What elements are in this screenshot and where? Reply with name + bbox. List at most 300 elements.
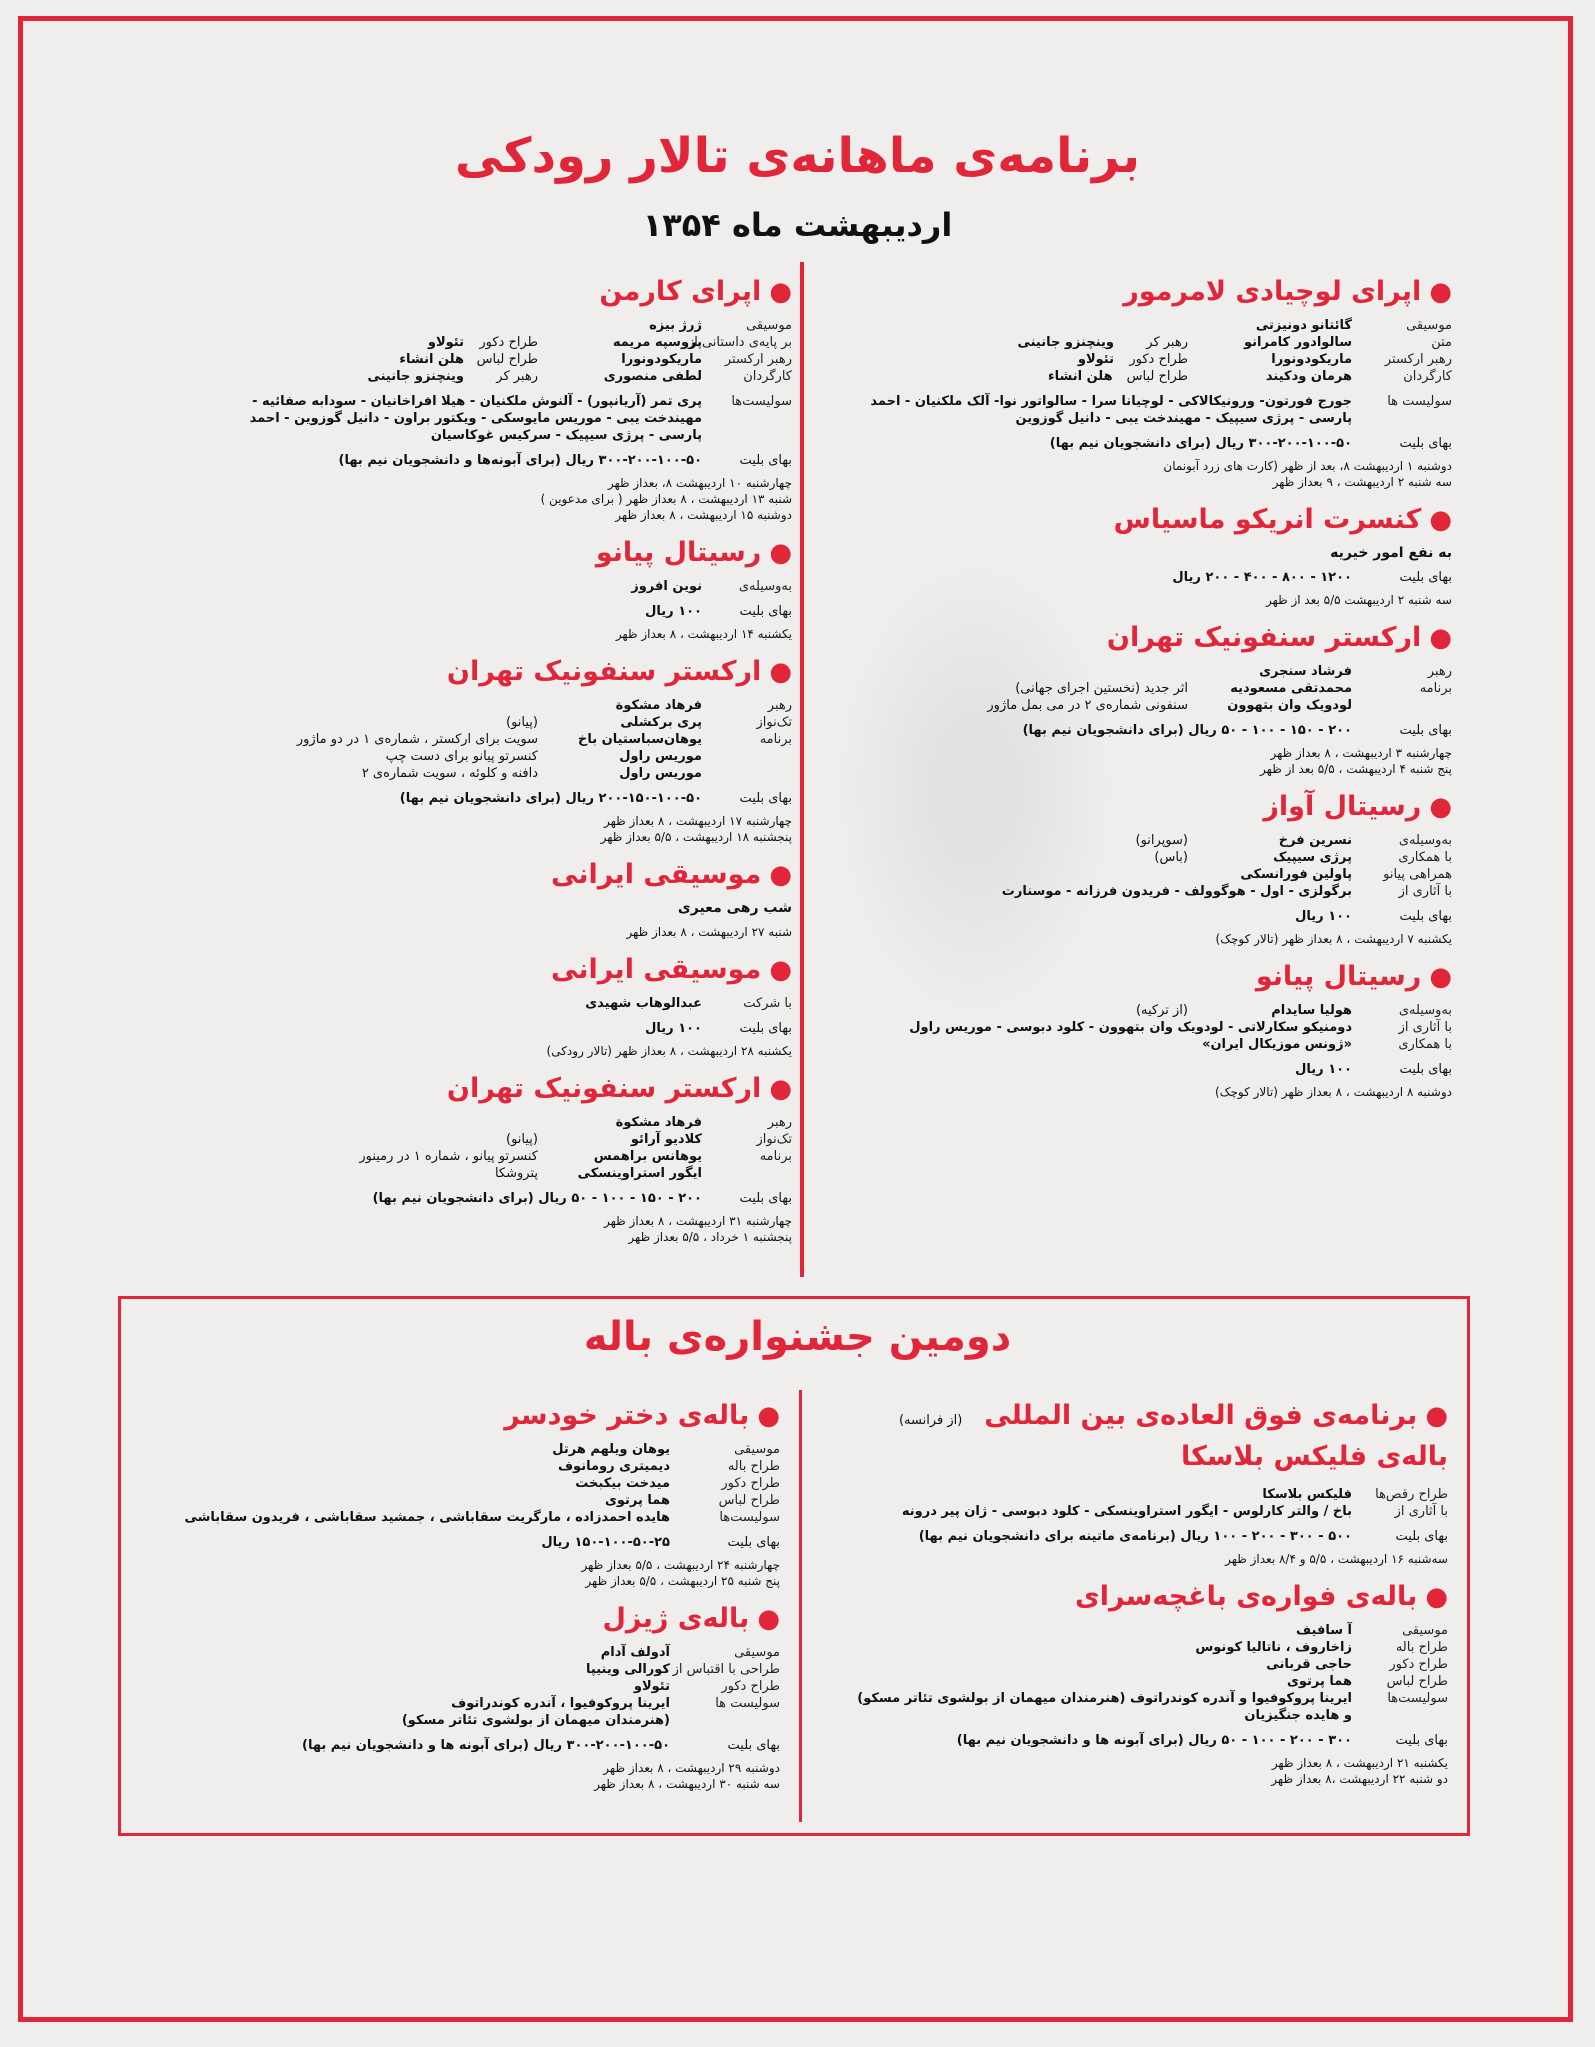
- soloists-label: سولیست‌ها: [731, 394, 792, 409]
- ticket-price-row: [812, 569, 1452, 586]
- program-section: [440, 954, 792, 1059]
- section-title: [812, 622, 1452, 653]
- ticket-price-label: بهای بلیت: [1399, 436, 1452, 451]
- credit-label: رهبر ارکستر: [1384, 352, 1452, 367]
- credit-label: به‌وسیله‌ی: [1398, 833, 1452, 848]
- credit-label: برنامه: [759, 732, 792, 747]
- credit-row: [812, 663, 1452, 680]
- credit-label: موسیقی: [1402, 1623, 1448, 1638]
- credit-row: [818, 1639, 1448, 1656]
- section-title-text: موسیقی ایرانی: [551, 954, 762, 985]
- credit-value: «ژونس موزیکال ایران»: [1202, 1037, 1352, 1052]
- ticket-price-label: بهای بلیت: [727, 1738, 780, 1753]
- credit-value: کورالی وینیپا: [586, 1662, 670, 1677]
- credit-label: همراهی پیانو: [1383, 867, 1452, 882]
- ticket-price-row: [180, 1737, 780, 1754]
- credit-label: طراح دکور: [1389, 1657, 1448, 1672]
- credit-value: یوهان ویلهم هرتل: [552, 1442, 670, 1457]
- credit-label: طراح لباس: [718, 1493, 780, 1508]
- credit-row: [812, 317, 1452, 334]
- section-title-text: موسیقی ایرانی: [551, 859, 762, 890]
- section-title: [180, 1400, 780, 1431]
- bullet-icon: ●: [1429, 792, 1452, 822]
- ticket-price-row: [812, 908, 1452, 925]
- credit-row: [812, 832, 1452, 849]
- credit-label: تک‌نواز: [756, 1132, 792, 1147]
- credit-label: با شرکت: [743, 996, 792, 1011]
- credit-value: موریس راول: [619, 749, 702, 764]
- performance-dates: [180, 1557, 780, 1589]
- performance-date: سه شنبه ۲ اردیبهشت ۵/۵ بعد از ظهر: [1265, 593, 1452, 607]
- credit-value: پاولین فورانسکی: [1240, 867, 1352, 882]
- section-title: [812, 961, 1452, 992]
- ticket-price: ۱۰۰ ریال: [645, 1021, 702, 1036]
- credit-label-2: کنسرتو پیانو ، شماره ۱ در رمینور: [359, 1149, 538, 1164]
- section-title: [440, 276, 792, 307]
- bullet-icon: ●: [769, 657, 792, 687]
- credit-value: لودویک وان بتهوون: [1227, 698, 1352, 713]
- credit-row: [180, 1712, 780, 1729]
- soloists-value: مهیندخت یبی - موریس مایوسکی - ویکتور براون - دانیل گوزوین - احمد: [249, 411, 702, 426]
- credit-label: کارگردان: [1403, 369, 1452, 384]
- performance-date: چهارشنبه ۱۷ اردیبهشت ، ۸ بعداز ظهر: [604, 814, 792, 828]
- section-note: به نفع امور خیریه: [1330, 545, 1452, 561]
- section-title-text: برنامه‌ی فوق العاده‌ی بین المللی: [984, 1400, 1418, 1431]
- credit-row: [440, 317, 792, 334]
- performance-date: چهارشنبه ۳ اردیبهشت ، ۸ بعداز ظهر: [1270, 746, 1452, 760]
- section-title-text: رسیتال آواز: [1263, 791, 1422, 822]
- ticket-price: ۱۵۰-۱۰۰-۵۰-۲۵ ریال: [541, 1535, 670, 1550]
- credit-label-2: اثر جدید (نخستین اجرای جهانی): [1015, 681, 1188, 696]
- credit-value: آ سافیف: [1296, 1623, 1352, 1638]
- credit-label: طراح لباس: [1386, 1674, 1448, 1689]
- bullet-icon: ●: [1429, 505, 1452, 535]
- performance-dates: [812, 745, 1452, 777]
- ticket-price: ۳۰۰-۲۰۰-۱۰۰-۵۰ ریال (برای آبونه ها و دانشجویان نیم بها): [302, 1738, 670, 1753]
- credit-row: [818, 1690, 1448, 1707]
- credit-row: [812, 1019, 1452, 1036]
- credit-row: [812, 351, 1452, 368]
- credit-row: [818, 1486, 1448, 1503]
- credit-row: [180, 1458, 780, 1475]
- credit-row: [818, 1707, 1448, 1724]
- credit-value-2: هلن انشاء: [1047, 369, 1113, 384]
- section-title-text: ارکستر سنفونیک تهران: [446, 1073, 762, 1104]
- program-section: [440, 859, 792, 940]
- performance-dates: [818, 1755, 1448, 1787]
- section-title-text: باله‌ی دختر خودسر: [504, 1400, 750, 1431]
- credit-label-2: دافنه و کلوئه ، سویت شماره‌ی ۲: [361, 766, 538, 781]
- soloist-row: [430, 427, 792, 444]
- performance-dates: [440, 475, 792, 523]
- credit-row: [180, 1509, 780, 1526]
- section-title-text: باله‌ی فواره‌ی باغچه‌سرای: [1074, 1581, 1418, 1612]
- credit-label: طراح دکور: [721, 1476, 780, 1491]
- credit-label: کارگردان: [743, 369, 792, 384]
- program-section: [812, 504, 1452, 608]
- ballet-column-divider: [799, 1390, 802, 1822]
- program-section: [359, 1073, 792, 1245]
- credit-value: میدخت بیکبخت: [575, 1476, 670, 1491]
- soloist-row: [249, 410, 792, 427]
- ticket-price-label: بهای بلیت: [739, 791, 792, 806]
- credit-value: پرژی سیپیک: [1273, 850, 1352, 865]
- credit-label: طراح باله: [1395, 1640, 1448, 1655]
- section-title-text: کنسرت انریکو ماسیاس: [1113, 504, 1422, 535]
- section-title-text: رسیتال پیانو: [1255, 961, 1422, 992]
- credit-label: [1352, 1707, 1448, 1724]
- bullet-icon: ●: [757, 1604, 780, 1634]
- section-title: [440, 859, 792, 890]
- credit-row: [440, 1165, 792, 1182]
- ballet-festival-title: دومین جشنواره‌ی باله: [583, 1314, 1012, 1360]
- credit-label-2: (پیانو): [506, 715, 538, 730]
- credit-row: [440, 714, 792, 731]
- credit-value: فلیکس بلاسکا: [1262, 1487, 1352, 1502]
- credit-label: موسیقی: [734, 1645, 780, 1660]
- ticket-price-row: [812, 435, 1452, 452]
- ticket-price-label: بهای بلیت: [1395, 1733, 1448, 1748]
- credit-row: [180, 1661, 780, 1678]
- credit-label: رهبر: [767, 1115, 792, 1130]
- performance-dates: [812, 931, 1452, 947]
- bullet-icon: ●: [757, 1401, 780, 1431]
- section-title-text: اپرای لوچیادی لامرمور: [1123, 276, 1422, 307]
- credit-value: عبدالوهاب شهیدی: [585, 996, 702, 1011]
- section-title-text: رسیتال پیانو: [595, 537, 762, 568]
- performance-date: چهارشنبه ۲۴ اردیبهشت ، ۵/۵ بعداز ظهر: [581, 1558, 780, 1572]
- credit-value: دومنیکو سکارلاتی - لودویک وان بتهوون - کلود دبوسی - موریس راول: [909, 1020, 1352, 1035]
- credit-row: [812, 866, 1452, 883]
- credit-value: و هایده جنگیزیان: [1244, 1708, 1352, 1723]
- performance-dates: [812, 592, 1452, 608]
- credit-label-2: طراح لباس: [476, 352, 538, 367]
- program-section: [180, 1400, 780, 1589]
- credit-value: پروسپه مریمه: [612, 335, 702, 350]
- credit-value: هایده احمدزاده ، مارگریت سقاباشی ، جمشید سقاباشی ، فریدون سقاباشی: [184, 1510, 670, 1525]
- section-title: [440, 954, 792, 985]
- credit-row: [812, 1036, 1452, 1053]
- credit-label: متن: [1431, 335, 1452, 350]
- credit-row: [812, 334, 1452, 351]
- credit-label-2: کنسرتو پیانو برای دست چپ: [385, 749, 538, 764]
- section-title-text: ارکستر سنفونیک تهران: [1106, 622, 1422, 653]
- origin-label: (از فرانسه): [898, 1413, 963, 1428]
- credit-row: [440, 697, 792, 714]
- section-title: [812, 276, 1452, 307]
- credit-value: نوین افروز: [631, 579, 702, 594]
- performance-date: دوشنبه ۱ اردیبهشت ۸، بعد از ظهر (کارت های زرد آبونمان: [1163, 459, 1452, 473]
- credit-value-2: هلن انشاء: [399, 352, 464, 367]
- credit-value-2: وینچنزو جانینی: [367, 369, 464, 384]
- credit-label: با آثاری از: [1398, 1020, 1452, 1035]
- credit-row: [440, 995, 792, 1012]
- credit-label: موسیقی: [746, 318, 792, 333]
- credit-label: طراح دکور: [721, 1679, 780, 1694]
- soloist-row: [252, 393, 792, 410]
- program-section: [812, 622, 1452, 777]
- program-section: [818, 1581, 1448, 1787]
- ticket-price: ۲۰۰ - ۱۵۰ - ۱۰۰ - ۵۰ ریال (برای دانشجویان نیم بها): [372, 1191, 702, 1206]
- credit-value: ایرینا پروکوفیوا ، آندره کوندراتوف: [451, 1696, 670, 1711]
- credit-label: سولیست ها: [715, 1696, 780, 1711]
- ticket-price-label: بهای بلیت: [739, 453, 792, 468]
- credit-value: هما پرتوی: [1286, 1674, 1352, 1689]
- performance-date: یکشنبه ۱۴ اردیبهشت ، ۸ بعداز ظهر: [615, 627, 792, 641]
- credit-label: [702, 765, 792, 782]
- credit-row: [812, 1002, 1452, 1019]
- spacer: [440, 385, 792, 393]
- credit-label-2: طراح لباس: [1126, 369, 1188, 384]
- soloists-value: پری تمر (آریانپور) - آلنوش ملکنیان - هیلا افراخانیان - سودابه صفائیه -: [252, 394, 702, 409]
- performance-dates: [440, 1213, 792, 1245]
- ballet-left-column: [180, 1396, 780, 1806]
- section-note: شب رهی معیری: [677, 900, 792, 916]
- right-column: [812, 272, 1452, 1114]
- section-title: [440, 656, 792, 687]
- soloists-value: جورج فورتون- ورونیکالاکی - لوچیانا سرا - سالواتور نوا- آلک ملکنیان - احمد: [870, 394, 1352, 409]
- credit-row: [359, 1148, 792, 1165]
- credit-row: [812, 680, 1452, 697]
- credit-label-2: پتروشکا: [494, 1166, 538, 1181]
- credit-value: ژرژ بیزه: [649, 318, 702, 333]
- credit-label: [1352, 697, 1452, 714]
- credit-value: ماریکودونورا: [621, 352, 702, 367]
- performance-date: پنجشنبه ۱ خرداد ، ۵/۵ بعداز ظهر: [628, 1230, 792, 1244]
- credit-value: دیمیتری رومانوف: [557, 1459, 670, 1474]
- credit-label-2: (باس): [1154, 850, 1188, 865]
- ticket-price: ۳۰۰-۲۰۰-۱۰۰-۵۰ ریال (برای آبونه‌ها و دانشجویان نیم بها): [338, 453, 702, 468]
- credit-row: [818, 1656, 1448, 1673]
- credit-row: [440, 1131, 792, 1148]
- credit-row: [440, 1114, 792, 1131]
- credit-value: (هنرمندان میهمان از بولشوی تئاتر مسکو): [401, 1713, 670, 1728]
- bullet-icon: ●: [769, 277, 792, 307]
- bullet-icon: ●: [1429, 962, 1452, 992]
- ticket-price-label: بهای بلیت: [1399, 723, 1452, 738]
- section-title: [180, 1603, 780, 1634]
- credit-value: کلادیو آرائو: [630, 1132, 702, 1147]
- credit-label: موسیقی: [1406, 318, 1452, 333]
- performance-dates: [440, 1043, 792, 1059]
- credit-value: آدولف آدام: [600, 1645, 670, 1660]
- soloist-row: [812, 410, 1452, 427]
- credit-label: با همکاری: [1398, 850, 1452, 865]
- credit-label: با آثاری از: [1398, 884, 1452, 899]
- performance-date: شنبه ۲۷ اردیبهشت ، ۸ بعداز ظهر: [626, 925, 792, 939]
- credit-label: برنامه: [759, 1149, 792, 1164]
- credit-row: [296, 731, 792, 748]
- bullet-icon: ●: [1429, 277, 1452, 307]
- credit-label-2: (از ترکیه): [1135, 1003, 1188, 1018]
- credit-label: طراح رقص‌ها: [1375, 1487, 1448, 1502]
- performance-dates: [440, 924, 792, 940]
- credit-label: بر پایه‌ی داستانی از: [687, 335, 792, 350]
- soloist-row: [812, 393, 1452, 410]
- ticket-price-row: [440, 603, 792, 620]
- ticket-price: ۱۰۰ ریال: [645, 604, 702, 619]
- program-section: [296, 656, 792, 845]
- ticket-price-label: بهای بلیت: [739, 1191, 792, 1206]
- section-title-text: باله‌ی ژیزل: [602, 1603, 750, 1634]
- performance-date: سه شنبه ۳۰ اردیبهشت ، ۸ بعداز ظهر: [594, 1777, 780, 1791]
- performance-date: یکشنبه ۲۱ اردیبهشت ، ۸ بعداز ظهر: [1271, 1756, 1448, 1770]
- performance-dates: [812, 458, 1452, 490]
- soloists-value: پارسی - پرژی سیپیک - مهیندخت یبی - دانیل گوزوین: [1015, 411, 1352, 426]
- credit-row: [180, 1492, 780, 1509]
- ticket-price-label: بهای بلیت: [1399, 909, 1452, 924]
- section-title: [818, 1400, 1448, 1431]
- credit-row: [812, 883, 1452, 900]
- performance-date: پنج شنبه ۴ اردیبهشت ، ۵/۵ بعد از ظهر: [1260, 762, 1452, 776]
- left-column: [249, 272, 792, 1259]
- ticket-price-row: [180, 1534, 780, 1551]
- credit-value: نسرین فرخ: [1278, 833, 1352, 848]
- credit-value: یوهانس براهمس: [593, 1149, 702, 1164]
- credit-label: سولیست‌ها: [719, 1510, 780, 1525]
- credit-label-2: سویت برای ارکستر ، شماره‌ی ۱ در دو ماژور: [296, 732, 538, 747]
- performance-dates: [180, 1760, 780, 1792]
- credit-label: موسیقی: [734, 1442, 780, 1457]
- page-subtitle: اردیبهشت ماه ۱۳۵۴: [642, 206, 953, 244]
- ticket-price: ۱۰۰ ریال: [1295, 1062, 1352, 1077]
- credit-value: زاخاروف ، ناتالیا کونوس: [1195, 1640, 1352, 1655]
- performance-date: یکشنبه ۷ اردیبهشت ، ۸ بعداز ظهر (تالار کوچک): [1215, 932, 1452, 946]
- ticket-price: ۵۰۰ - ۳۰۰ - ۲۰۰ - ۱۰۰ ریال (برنامه‌ی ماتینه برای دانشجویان نیم بها): [918, 1529, 1352, 1544]
- bullet-icon: ●: [1425, 1401, 1448, 1431]
- ticket-price-row: [372, 1190, 792, 1207]
- credit-value: محمدتقی مسعودیه: [1230, 681, 1352, 696]
- bullet-icon: ●: [1429, 623, 1452, 653]
- credit-label-2: رهبر کر: [496, 369, 538, 384]
- bullet-icon: ●: [769, 860, 792, 890]
- credit-row: [180, 1695, 780, 1712]
- credit-row: [812, 368, 1452, 385]
- ticket-price-label: بهای بلیت: [739, 1021, 792, 1036]
- credit-value: یوهان‌سباستیان باخ: [577, 732, 702, 747]
- program-section: [812, 791, 1452, 947]
- program-section: [180, 1603, 780, 1792]
- credit-value: باخ / والتر کارلوس - ایگور استراوینسکی - کلود دبوسی - ژان پیر درونه: [901, 1504, 1352, 1519]
- section-title: [812, 504, 1452, 535]
- performance-dates: [812, 1084, 1452, 1100]
- program-section: [812, 276, 1452, 490]
- performance-date: شنبه ۱۳ اردیبهشت ، ۸ بعداز ظهر ( برای مدعوین ): [540, 492, 792, 506]
- credit-label: به‌وسیله‌ی: [1398, 1003, 1452, 1018]
- ticket-price-row: [338, 452, 792, 469]
- ballet-right-column: [818, 1396, 1448, 1801]
- ticket-price-label: بهای بلیت: [739, 604, 792, 619]
- credit-label-2: سنفونی شماره‌ی ۲ در می بمل ماژور: [987, 698, 1188, 713]
- ticket-price: ۳۰۰ - ۲۰۰ - ۱۰۰ - ۵۰ ریال (برای آبونه ها و دانشجویان نیم بها): [956, 1733, 1352, 1748]
- ticket-price-row: [440, 1020, 792, 1037]
- credit-label: با آثاری از: [1394, 1504, 1448, 1519]
- credit-row: [818, 1673, 1448, 1690]
- performance-date: دوشنبه ۸ اردیبهشت ، ۸ بعداز ظهر (تالار کوچک): [1215, 1085, 1452, 1099]
- credit-label: [702, 1165, 792, 1182]
- section-title: [440, 1073, 792, 1104]
- ticket-price-row: [812, 722, 1452, 739]
- performance-date: دو شنبه ۲۲ اردیبهشت ،۸ بعداز ظهر: [1271, 1772, 1448, 1786]
- section-title-text: ارکستر سنفونیک تهران: [446, 656, 762, 687]
- performance-date: سه‌شنبه ۱۶ اردیبهشت ، ۵/۵ و ۸/۴ بعداز ظهر: [1225, 1552, 1448, 1566]
- credit-row: [818, 1503, 1448, 1520]
- section-subtitle: باله‌ی فلیکس بلاسکا: [1181, 1441, 1448, 1472]
- credit-label-2: طراح دکور: [479, 335, 538, 350]
- credit-label-2: طراح دکور: [1129, 352, 1188, 367]
- soloists-label: [702, 427, 792, 444]
- credit-value: ماریکودونورا: [1271, 352, 1352, 367]
- ticket-price-label: بهای بلیت: [1399, 1062, 1452, 1077]
- credit-value: گائتانو دونیزتی: [1255, 318, 1352, 333]
- credit-value: هرمان ودکیند: [1265, 369, 1352, 384]
- performance-date: دوشنبه ۱۵ اردیبهشت ، ۸ بعداز ظهر: [615, 508, 792, 522]
- credit-value: فرهاد مشکوة: [615, 1115, 702, 1130]
- performance-dates: [818, 1551, 1448, 1567]
- credit-label: به‌وسیله‌ی: [738, 579, 792, 594]
- credit-row: [361, 765, 792, 782]
- credit-label: با همکاری: [1398, 1037, 1452, 1052]
- credit-value-2: تئولاو: [1077, 352, 1114, 367]
- credit-value: لطفی منصوری: [603, 369, 702, 384]
- credit-label-2: (پیانو): [506, 1132, 538, 1147]
- ticket-price-row: [818, 1732, 1448, 1749]
- section-title: [812, 791, 1452, 822]
- program-section: [812, 961, 1452, 1100]
- performance-date: چهارشنبه ۳۱ اردیبهشت ، ۸ بعداز ظهر: [604, 1214, 792, 1228]
- credit-label: [702, 748, 792, 765]
- credit-row: [818, 1622, 1448, 1639]
- credit-row: [399, 351, 792, 368]
- bullet-icon: ●: [769, 955, 792, 985]
- credit-row: [180, 1644, 780, 1661]
- performance-dates: [440, 813, 792, 845]
- credit-label: برنامه: [1419, 681, 1452, 696]
- credit-value-2: وینچنزو جانینی: [1017, 335, 1114, 350]
- bullet-icon: ●: [1425, 1582, 1448, 1612]
- credit-row: [812, 849, 1452, 866]
- credit-label: سولیست‌ها: [1387, 1691, 1448, 1706]
- ticket-price: ۱۲۰۰ - ۸۰۰ - ۴۰۰ - ۲۰۰ ریال: [1172, 570, 1352, 585]
- credit-label: رهبر ارکستر: [724, 352, 792, 367]
- credit-value: فرهاد مشکوة: [615, 698, 702, 713]
- credit-label-2: (سوپرانو): [1135, 833, 1188, 848]
- credit-row: [180, 1441, 780, 1458]
- ticket-price-label: بهای بلیت: [727, 1535, 780, 1550]
- credit-row: [367, 368, 792, 385]
- soloists-label: سولیست ها: [1387, 394, 1452, 409]
- credit-row: [385, 748, 792, 765]
- credit-label: رهبر: [767, 698, 792, 713]
- credit-label-2: رهبر کر: [1146, 335, 1188, 350]
- credit-value: سالوادور کامرانو: [1244, 335, 1352, 350]
- section-title-text: اپرای کارمن: [599, 276, 762, 307]
- ticket-price: ۳۰۰-۲۰۰-۱۰۰-۵۰ ریال (برای دانشجویان نیم بها): [1049, 436, 1352, 451]
- page-title: برنامه‌ی ماهانه‌ی تالار رودکی: [454, 128, 1141, 184]
- performance-date: چهارشنبه ۱۰ اردیبهشت ۸، بعداز ظهر: [607, 476, 792, 490]
- credit-row: [180, 1678, 780, 1695]
- program-section: [249, 276, 792, 523]
- program-section: [818, 1400, 1448, 1567]
- credit-label: طراح باله: [727, 1459, 780, 1474]
- credit-value: هما پرتوی: [604, 1493, 670, 1508]
- ticket-price-row: [399, 790, 792, 807]
- ticket-price-row: [812, 1061, 1452, 1078]
- credit-label: رهبر: [1427, 664, 1452, 679]
- credit-label: طراحی با اقتباس از: [672, 1662, 780, 1677]
- ticket-price: ۲۰۰-۱۵۰-۱۰۰-۵۰ ریال (برای دانشجویان نیم بها): [399, 791, 702, 806]
- credit-row: [427, 334, 792, 351]
